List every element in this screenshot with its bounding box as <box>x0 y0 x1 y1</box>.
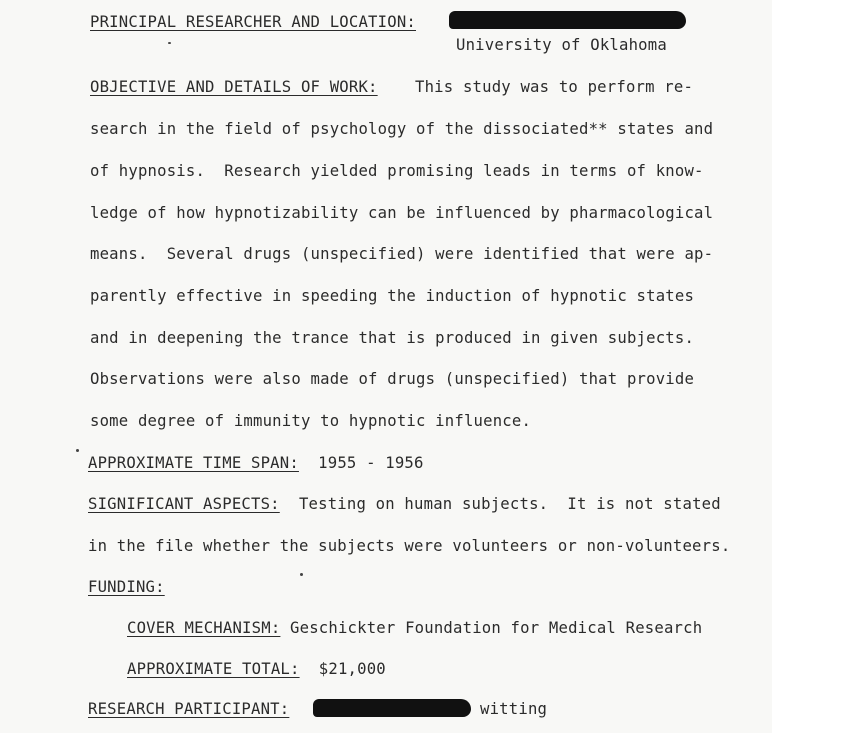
funding-label: FUNDING: <box>88 578 165 596</box>
objective-label: OBJECTIVE AND DETAILS OF WORK: <box>90 78 378 96</box>
redaction-bar-participant <box>313 699 471 717</box>
objective-line-6: parently effective in speeding the induction of hypnotic states <box>90 287 695 305</box>
location-text: University of Oklahoma <box>456 36 667 54</box>
participant-value: witting <box>480 700 548 718</box>
cover-mechanism-value: Geschickter Foundation for Medical Research <box>290 619 703 637</box>
significant-line-1: Testing on human subjects. It is not stated <box>298 495 721 513</box>
objective-line-3: of hypnosis. Research yielded promising leads in terms of know- <box>90 162 704 180</box>
scan-speck <box>300 573 303 576</box>
objective-line-2: search in the field of psychology of the dissociated** states and <box>90 120 714 138</box>
research-participant-label: RESEARCH PARTICIPANT: <box>88 700 290 718</box>
approx-total-row <box>127 659 386 679</box>
significant-row <box>88 494 721 514</box>
objective-line-5: means. Several drugs (unspecified) were identified that were ap- <box>90 245 714 263</box>
time-span-label: APPROXIMATE TIME SPAN: <box>88 454 299 472</box>
principal-researcher-label: PRINCIPAL RESEARCHER AND LOCATION: <box>90 13 416 31</box>
objective-line-8: Observations were also made of drugs (unspecified) that provide <box>90 370 695 388</box>
approx-total-label: APPROXIMATE TOTAL: <box>127 660 300 678</box>
scan-speck <box>168 42 171 44</box>
objective-line-1: This study was to perform re- <box>415 78 694 96</box>
significant-line-2: in the file whether the subjects were volunteers or non-volunteers. <box>88 537 731 555</box>
approx-total-value: $21,000 <box>318 660 386 678</box>
objective-line-7: and in deepening the trance that is produced in given subjects. <box>90 329 695 347</box>
objective-line-9: some degree of immunity to hypnotic influence. <box>90 412 532 430</box>
time-span-value: 1955 - 1956 <box>318 454 424 472</box>
time-span-row <box>88 453 424 473</box>
scan-speck <box>76 449 79 452</box>
cover-mechanism-label: COVER MECHANISM: <box>127 619 281 637</box>
redaction-bar-researcher <box>449 11 686 29</box>
objective-line-4: ledge of how hypnotizability can be influenced by pharmacological <box>90 204 714 222</box>
cover-mechanism-row <box>127 618 702 638</box>
significant-label: SIGNIFICANT ASPECTS: <box>88 495 280 513</box>
